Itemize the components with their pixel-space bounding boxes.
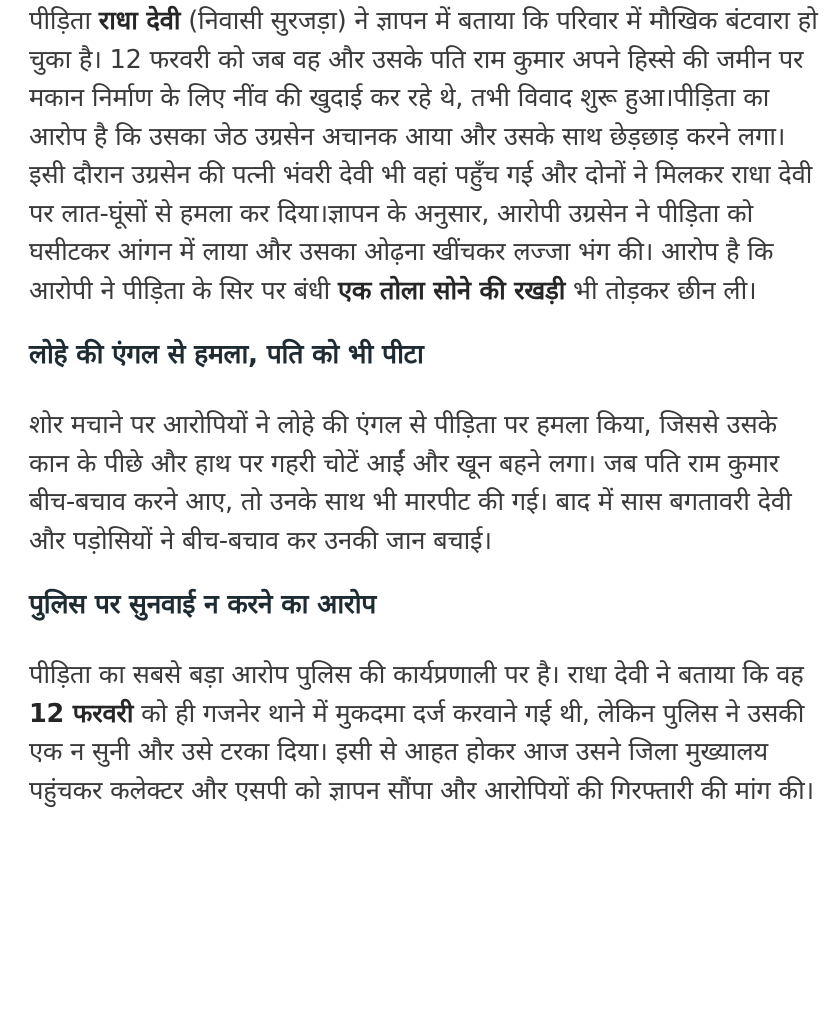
paragraph-text: को ही गजनेर थाने में मुकदमा दर्ज करवाने गई थी, लेकिन पुलिस ने उसकी एक न सुनी और उसे टरका दिया। इसी से आहत होकर आज उसने जिला मुख्यालय पहुंचकर कलेक्टर और एसपी को ज्ञापन सौंपा और आरोपियों की गिरफ्तारी की मांग की। (29, 698, 814, 806)
section-heading-police: पुलिस पर सुनवाई न करने का आरोप (29, 589, 377, 620)
article-body (29, 0, 821, 810)
paragraph-text: (निवासी सुरजड़ा) ने ज्ञापन में बताया कि परिवार में मौखिक बंटवारा हो चुका है। 12 फरवरी को जब वह और उसके पति राम कुमार अपने हिस्से की जमीन पर मकान निर्माण के लिए नींव की खुदाई कर रहे थे, तभी विवाद शुरू हुआ।पीड़िता का आरोप है कि उसका जेठ उग्रसेन अचानक आया और उसके साथ छेड़छाड़ करने लगा। इसी दौरान उग्रसेन की पत्नी भंवरी देवी भी वहां पहुँच गई और दोनों ने मिलकर राधा देवी पर लात-घूंसों से हमला कर दिया।ज्ञापन के अनुसार, आरोपी उग्रसेन ने पीड़िता को घसीटकर आंगन में लाया और उसका ओढ़ना खींचकर लज्जा भंग की। आरोप है कि आरोपी ने पीड़िता के सिर पर बंधी (29, 6, 818, 306)
paragraph-attack: शोर मचाने पर आरोपियों ने लोहे की एंगल से पीड़िता पर हमला किया, जिससे उसके कान के पीछे और हाथ पर गहरी चोटें आईं और खून बहने लगा। जब पति राम कुमार बीच-बचाव करने आए, तो उनके साथ भी मारपीट की गई। बाद में सास बगतावरी देवी और पड़ोसियों ने बीच-बचाव कर उनकी जान बचाई। (29, 410, 792, 556)
section-heading-attack: लोहे की एंगल से हमला, पति को भी पीटा (29, 339, 424, 370)
paragraph-text: पीड़िता का सबसे बड़ा आरोप पुलिस की कार्यप्रणाली पर है। राधा देवी ने बताया कि वह (29, 660, 804, 690)
date-bold: 12 फरवरी (29, 698, 134, 729)
victim-name-bold: राधा देवी (98, 6, 181, 36)
paragraph-police (29, 656, 821, 810)
paragraph-complaint (29, 0, 821, 310)
paragraph-text: भी तोड़कर छीन ली। (565, 275, 757, 306)
paragraph-text: पीड़िता (29, 6, 99, 36)
gold-rakhdi-bold: एक तोला सोने की रखड़ी (337, 275, 566, 306)
